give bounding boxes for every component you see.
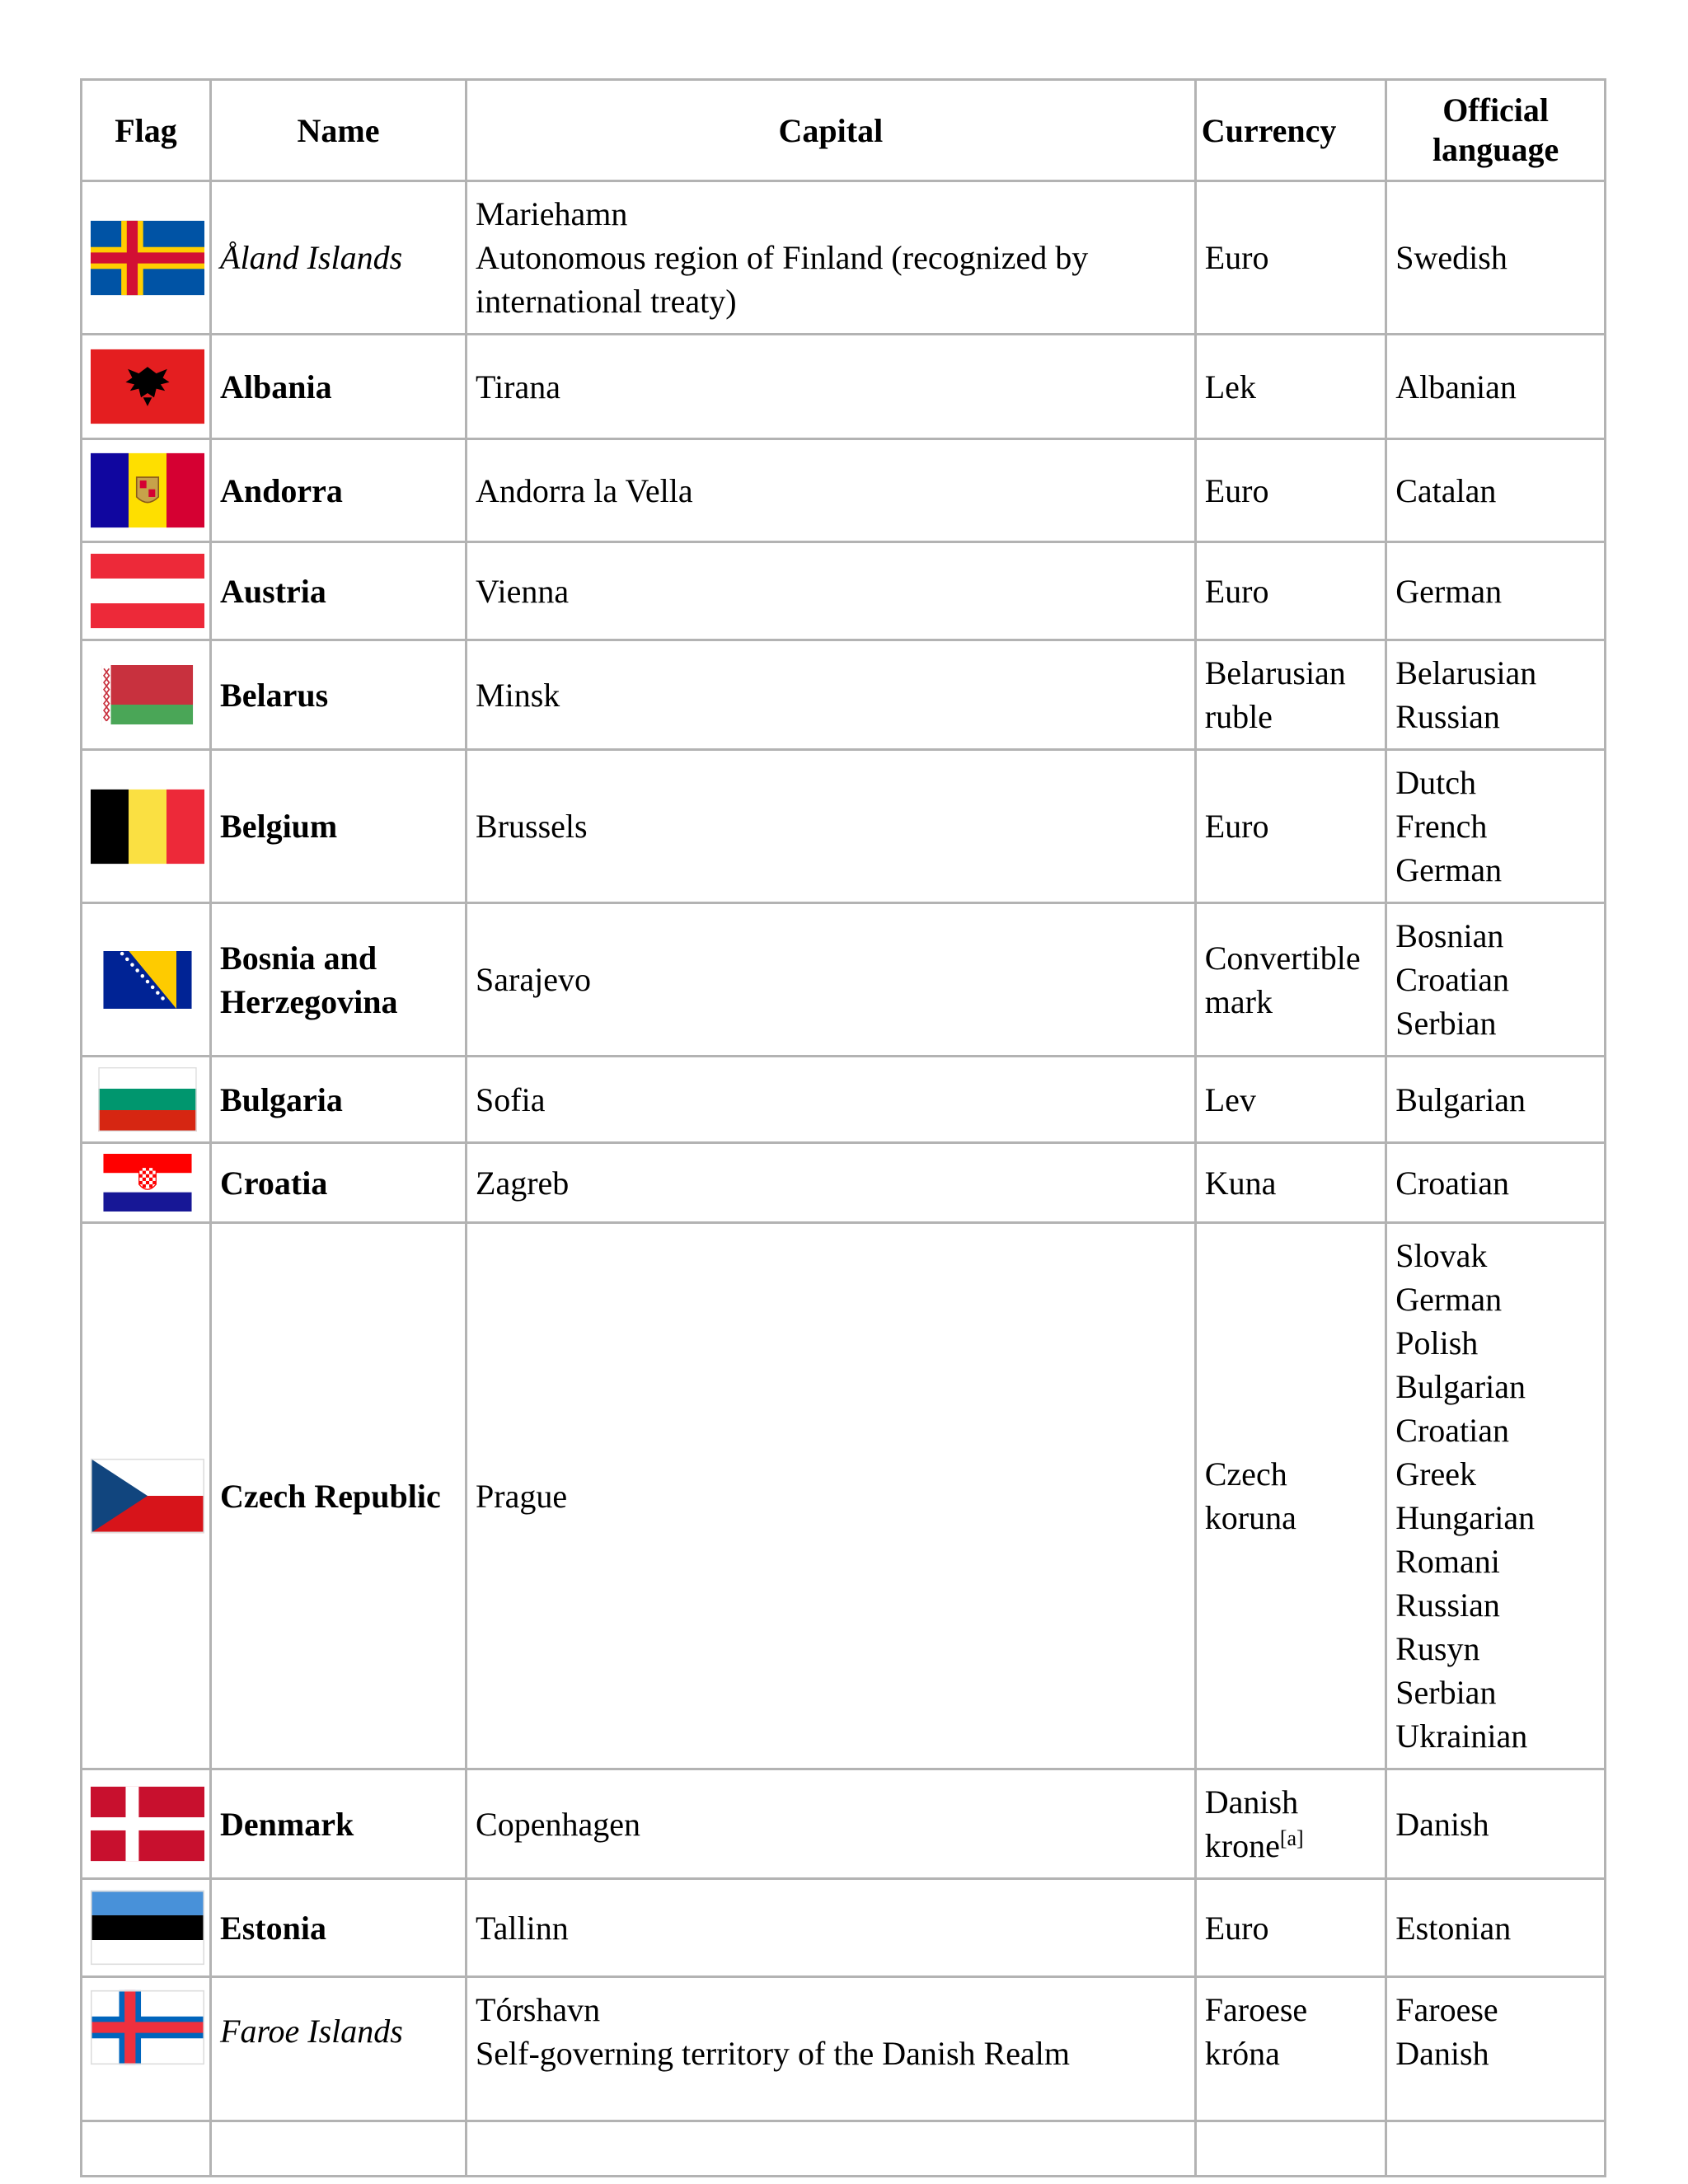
language-value: Serbian — [1395, 1674, 1497, 1711]
language-cell — [1386, 439, 1606, 542]
table-row — [82, 1057, 1606, 1143]
capital-name: Minsk — [476, 676, 560, 714]
country-name: Bulgaria — [211, 1057, 467, 1143]
language-cell — [1386, 1143, 1606, 1223]
currency-value: Faroese króna — [1204, 1991, 1308, 2072]
country-name: Faroe Islands — [211, 1977, 467, 2121]
capital-name: Sofia — [476, 1080, 546, 1118]
capital-cell — [467, 335, 1196, 439]
table-row — [82, 439, 1606, 542]
empty-cell — [1386, 2121, 1606, 2177]
language-value: Dutch — [1395, 764, 1477, 801]
country-name: Denmark — [211, 1769, 467, 1879]
language-value: Belarusian — [1395, 654, 1537, 691]
flag-cell — [82, 1769, 211, 1879]
andorra-flag-icon — [91, 450, 204, 531]
language-value: Danish — [1395, 2035, 1489, 2072]
table-row — [82, 1143, 1606, 1223]
capital-name: Prague — [476, 1477, 568, 1515]
capital-cell — [467, 181, 1196, 335]
language-cell — [1386, 542, 1606, 640]
language-value: Bulgarian — [1395, 1080, 1526, 1118]
belgium-flag-icon — [91, 789, 204, 865]
currency-cell — [1195, 542, 1386, 640]
flag-cell — [82, 439, 211, 542]
language-cell — [1386, 640, 1606, 750]
language-value: Croatian — [1395, 961, 1509, 998]
language-value: Albanian — [1395, 368, 1517, 405]
capital-cell — [467, 1057, 1196, 1143]
country-name: Albania — [211, 335, 467, 439]
currency-value: Convertible mark — [1204, 939, 1361, 1020]
currency-value: Euro — [1204, 471, 1269, 509]
empty-cell — [82, 2121, 211, 2177]
language-value: Polish — [1395, 1324, 1479, 1361]
table-row — [82, 750, 1606, 903]
capital-cell — [467, 1223, 1196, 1769]
currency-value: Kuna — [1204, 1164, 1277, 1202]
language-cell — [1386, 1769, 1606, 1879]
table-row-continued — [82, 2121, 1606, 2177]
language-value: Danish — [1395, 1805, 1489, 1843]
capital-cell — [467, 1769, 1196, 1879]
country-name: Estonia — [211, 1879, 467, 1977]
country-name: Belgium — [211, 750, 467, 903]
language-value: Swedish — [1395, 239, 1507, 276]
table-row — [82, 335, 1606, 439]
estonia-flag-icon — [91, 1890, 204, 1966]
empty-cell — [211, 2121, 467, 2177]
currency-cell — [1195, 1769, 1386, 1879]
flag-cell — [82, 750, 211, 903]
currency-cell — [1195, 1977, 1386, 2121]
language-value: French — [1395, 808, 1488, 845]
empty-cell — [467, 2121, 1196, 2177]
table-row — [82, 1977, 1606, 2121]
flag-cell — [82, 1879, 211, 1977]
capital-name: Tirana — [476, 368, 560, 405]
currency-value: Euro — [1204, 239, 1269, 276]
capital-name: Brussels — [476, 808, 588, 845]
language-cell — [1386, 181, 1606, 335]
language-value: Ukrainian — [1395, 1718, 1528, 1755]
flag-cell — [82, 181, 211, 335]
currency-cell — [1195, 1057, 1386, 1143]
currency-cell — [1195, 1223, 1386, 1769]
empty-cell — [1195, 2121, 1386, 2177]
language-value: Catalan — [1395, 471, 1497, 509]
currency-cell — [1195, 1879, 1386, 1977]
language-value: Estonian — [1395, 1909, 1512, 1947]
currency-value: Euro — [1204, 808, 1269, 845]
capital-name: Zagreb — [476, 1164, 570, 1202]
language-value: German — [1395, 851, 1503, 888]
header-flag: Flag — [82, 80, 211, 181]
language-value: German — [1395, 1281, 1503, 1318]
currency-cell — [1195, 750, 1386, 903]
capital-name: Vienna — [476, 572, 570, 610]
currency-value: Lev — [1204, 1080, 1256, 1118]
currency-cell — [1195, 335, 1386, 439]
language-value: Faroese — [1395, 1991, 1498, 2028]
currency-cell — [1195, 439, 1386, 542]
language-cell — [1386, 750, 1606, 903]
flag-cell — [82, 1057, 211, 1143]
header-row — [82, 80, 1606, 181]
currency-cell — [1195, 903, 1386, 1057]
language-value: Bulgarian — [1395, 1368, 1526, 1405]
table-row — [82, 903, 1606, 1057]
language-value: Croatian — [1395, 1412, 1509, 1449]
header-language: Official language — [1386, 80, 1606, 181]
capital-cell — [467, 903, 1196, 1057]
capital-name: Tallinn — [476, 1909, 569, 1947]
header-capital: Capital — [467, 80, 1196, 181]
language-cell — [1386, 335, 1606, 439]
capital-cell — [467, 1143, 1196, 1223]
currency-cell — [1195, 1143, 1386, 1223]
capital-name: Copenhagen — [476, 1805, 640, 1843]
country-name: Belarus — [211, 640, 467, 750]
flag-cell — [82, 903, 211, 1057]
language-value: German — [1395, 572, 1503, 610]
language-value: Greek — [1395, 1455, 1476, 1493]
capital-name: Andorra la Vella — [476, 471, 693, 509]
country-name: Bosnia and Herzegovina — [211, 903, 467, 1057]
language-cell — [1386, 1977, 1606, 2121]
czech-flag-icon — [91, 1458, 204, 1534]
language-cell — [1386, 1879, 1606, 1977]
header-name: Name — [211, 80, 467, 181]
header-currency: Currency — [1195, 80, 1386, 181]
countries-table — [80, 78, 1606, 2177]
country-name: Austria — [211, 542, 467, 640]
language-cell — [1386, 1223, 1606, 1769]
table-row — [82, 1769, 1606, 1879]
currency-value: Belarusian ruble — [1204, 654, 1346, 735]
flag-cell — [82, 542, 211, 640]
flag-cell — [82, 640, 211, 750]
footnote-link[interactable]: [a] — [1279, 1826, 1304, 1850]
belarus-flag-icon — [91, 665, 204, 724]
capital-cell — [467, 542, 1196, 640]
table-row — [82, 181, 1606, 335]
denmark-flag-icon — [91, 1781, 204, 1867]
table-row — [82, 640, 1606, 750]
table-row — [82, 1223, 1606, 1769]
capital-cell — [467, 750, 1196, 903]
capital-cell — [467, 439, 1196, 542]
language-cell — [1386, 1057, 1606, 1143]
capital-note: Self-governing territory of the Danish Realm — [476, 2035, 1070, 2072]
faroe-flag-icon — [91, 1986, 204, 2069]
language-value: Hungarian — [1395, 1499, 1536, 1536]
bosnia-flag-icon — [91, 951, 204, 1009]
capital-name: Sarajevo — [476, 961, 591, 998]
capital-cell — [467, 640, 1196, 750]
language-cell — [1386, 903, 1606, 1057]
austria-flag-icon — [91, 553, 204, 629]
language-value: Romani — [1395, 1543, 1500, 1580]
table-row — [82, 542, 1606, 640]
flag-cell — [82, 335, 211, 439]
croatia-flag-icon — [91, 1154, 204, 1212]
language-value: Russian — [1395, 1586, 1500, 1624]
currency-cell — [1195, 640, 1386, 750]
currency-value: Euro — [1204, 1909, 1269, 1947]
currency-value: Czech koruna — [1204, 1455, 1296, 1536]
capital-note: Autonomous region of Finland (recognized by international treaty) — [476, 239, 1089, 320]
capital-cell — [467, 1879, 1196, 1977]
language-value: Bosnian — [1395, 917, 1504, 954]
aland-flag-icon — [91, 220, 204, 296]
language-value: Slovak — [1395, 1237, 1488, 1274]
country-name: Andorra — [211, 439, 467, 542]
language-value: Croatian — [1395, 1164, 1509, 1202]
table-row — [82, 1879, 1606, 1977]
bulgaria-flag-icon — [91, 1067, 204, 1132]
country-name: Czech Republic — [211, 1223, 467, 1769]
albania-flag-icon — [91, 345, 204, 428]
country-name: Åland Islands — [211, 181, 467, 335]
currency-value: Lek — [1204, 368, 1256, 405]
capital-cell — [467, 1977, 1196, 2121]
currency-value: Euro — [1204, 572, 1269, 610]
language-value: Russian — [1395, 698, 1500, 735]
language-value: Rusyn — [1395, 1630, 1480, 1667]
country-name: Croatia — [211, 1143, 467, 1223]
flag-cell — [82, 1223, 211, 1769]
capital-name: Tórshavn — [476, 1991, 601, 2028]
language-value: Serbian — [1395, 1005, 1497, 1042]
flag-cell — [82, 1977, 211, 2121]
currency-value: Danish krone — [1204, 1783, 1299, 1864]
currency-cell — [1195, 181, 1386, 335]
capital-name: Mariehamn — [476, 195, 628, 232]
flag-cell — [82, 1143, 211, 1223]
